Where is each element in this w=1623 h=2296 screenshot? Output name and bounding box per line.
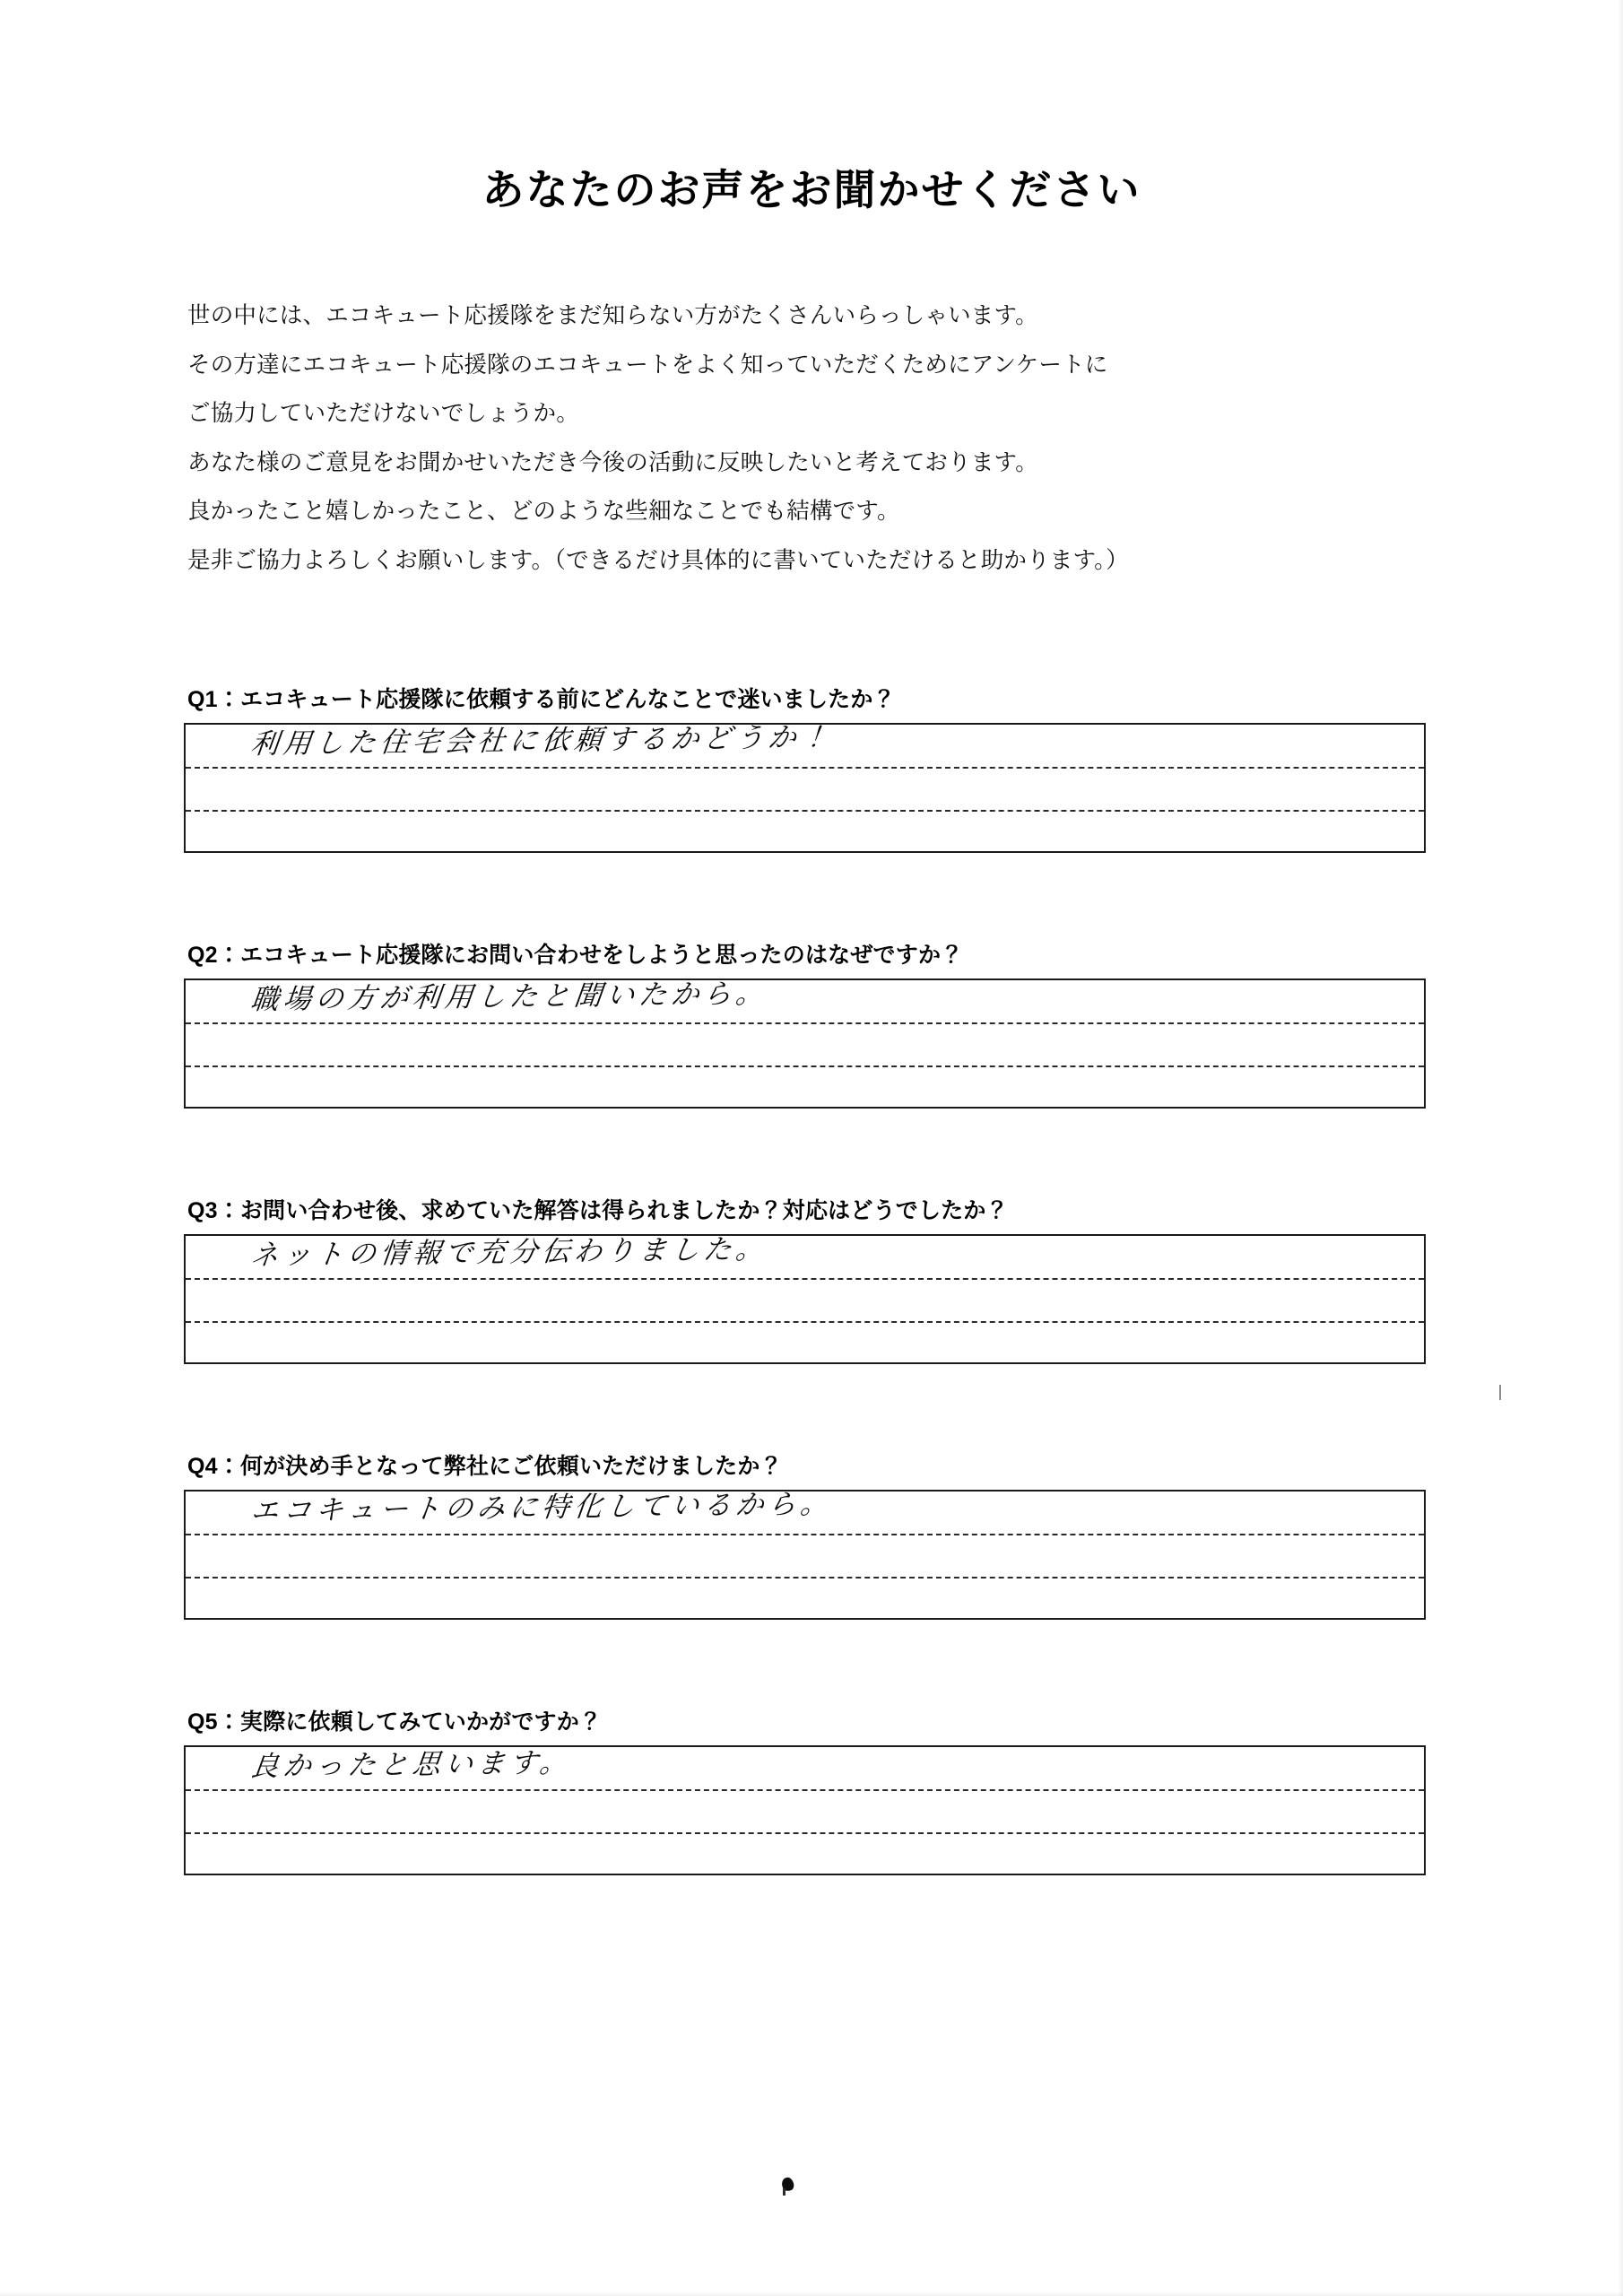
question-label-q5: Q5：実際に依頼してみていかがですか？ — [187, 1709, 603, 1735]
intro-line: その方達にエコキュート応援隊のエコキュートをよく知っていただくためにアンケートに — [187, 352, 1108, 378]
answer-rule-line — [186, 1789, 1424, 1791]
answer-box-q4[interactable] — [184, 1490, 1426, 1620]
page-title: あなたのお声をお聞かせください — [482, 166, 1141, 213]
answer-rule-line — [186, 1832, 1424, 1834]
intro-line: 良かったこと嬉しかったこと、どのような些細なことでも結構です。 — [187, 499, 900, 524]
handwritten-answer-q2: 職場の方が利用したと聞いたから。 — [248, 977, 770, 1017]
answer-rule-line — [186, 1534, 1424, 1535]
handwritten-answer-q3: ネットの情報で充分伝わりました。 — [248, 1232, 770, 1273]
answer-rule-line — [186, 810, 1424, 812]
scan-artifact-speck-tail — [783, 2188, 785, 2196]
question-label-q3: Q3：お問い合わせ後、求めていた解答は得られましたか？対応はどうでしたか？ — [187, 1198, 1009, 1223]
question-label-q2: Q2：エコキュート応援隊にお問い合わせをしようと思ったのはなぜですか？ — [187, 943, 964, 968]
answer-box-q2[interactable] — [184, 978, 1426, 1109]
handwritten-answer-q4: エコキュートのみに特化しているから。 — [248, 1488, 835, 1528]
question-block-q2 — [184, 944, 1444, 1109]
answer-rule-line — [186, 1278, 1424, 1280]
answer-box-q3[interactable] — [184, 1234, 1426, 1364]
scan-edge-shadow-bottom — [0, 2292, 1623, 2296]
answer-rule-line — [186, 1577, 1424, 1578]
question-block-q3 — [184, 1200, 1444, 1364]
intro-line: あなた様のご意見をお聞かせいただき今後の活動に反映したいと考えております。 — [187, 449, 1038, 475]
answer-rule-line — [186, 1065, 1424, 1067]
answer-box-q1[interactable] — [184, 723, 1426, 853]
handwritten-answer-q5: 良かったと思います。 — [248, 1746, 574, 1784]
handwritten-answer-q1: 利用した住宅会社に依頼するかどうか！ — [248, 721, 835, 761]
question-block-q1 — [184, 689, 1444, 853]
intro-line: 是非ご協力よろしくお願いします。（できるだけ具体的に書いていただけると助かります。） — [187, 547, 1129, 573]
intro-line: ご協力していただけないでしょうか。 — [187, 401, 579, 426]
answer-rule-line — [186, 1022, 1424, 1024]
intro-paragraph — [187, 305, 1461, 572]
question-block-q4 — [184, 1456, 1444, 1620]
answer-box-q5[interactable] — [184, 1745, 1426, 1875]
question-label-q1: Q1：エコキュート応援隊に依頼する前にどんなことで迷いましたか？ — [187, 687, 896, 712]
scan-artifact-margin-mark — [1499, 1385, 1501, 1400]
question-label-q4: Q4：何が決め手となって弊社にご依頼いただけましたか？ — [187, 1454, 783, 1479]
answer-rule-line — [186, 767, 1424, 769]
intro-line: 世の中には、エコキュート応援隊をまだ知らない方がたくさんいらっしゃいます。 — [187, 303, 1038, 328]
question-block-q5 — [184, 1711, 1444, 1875]
answer-rule-line — [186, 1321, 1424, 1323]
scan-edge-shadow-right — [1618, 0, 1623, 2296]
